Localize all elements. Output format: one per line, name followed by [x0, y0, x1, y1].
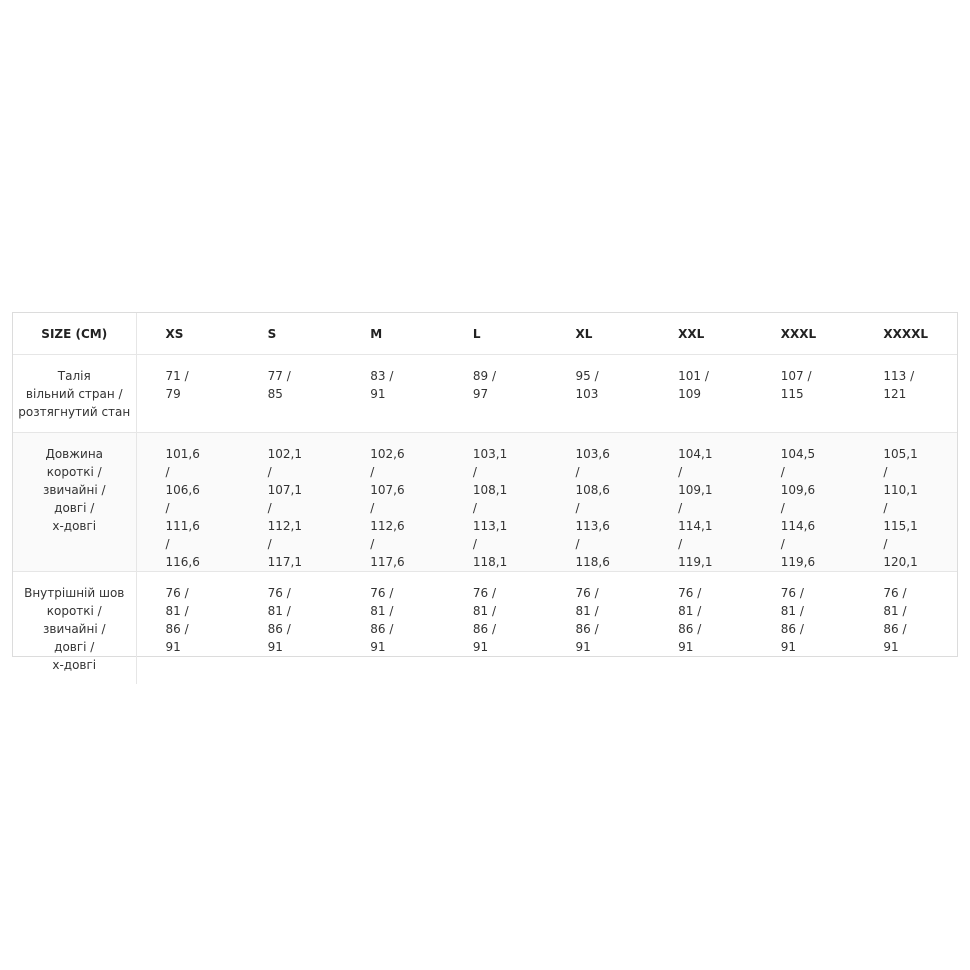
- length-cell-l: 103,1 / 108,1 / 113,1 / 118,1: [472, 447, 508, 569]
- size-header-xl: XL: [547, 313, 650, 355]
- size-chart-table: [13, 313, 957, 684]
- length-cell-xxxl: 104,5 / 109,6 / 114,6 / 119,6: [780, 447, 816, 569]
- waist-cell-s: 77 / 85: [267, 369, 291, 401]
- size-header-xxxl: XXXL: [752, 313, 855, 355]
- size-header-m: M: [341, 313, 444, 355]
- inseam-cell-xxxl: 76 / 81 / 86 / 91: [780, 586, 804, 654]
- length-cell-xs: 101,6 / 106,6 / 111,6 / 116,6: [165, 447, 200, 569]
- length-row: [13, 433, 957, 572]
- inseam-cell-m: 76 / 81 / 86 / 91: [370, 586, 394, 654]
- length-cell-m: 102,6 / 107,6 / 112,6 / 117,6: [370, 447, 405, 569]
- size-header-row: [13, 313, 957, 355]
- waist-cell-xs: 71 / 79: [165, 369, 189, 401]
- length-row-label: Довжина короткі / звичайні / довгі / х-довгі: [13, 433, 136, 572]
- inseam-cell-xs: 76 / 81 / 86 / 91: [165, 586, 189, 654]
- length-cell-xxxxl: 105,1 / 110,1 / 115,1 / 120,1: [883, 447, 918, 569]
- size-chart-container: [12, 312, 958, 672]
- inseam-row-label: Внутрішній шов короткі / звичайні / довгі / х-довгі: [13, 572, 136, 684]
- size-header-s: S: [239, 313, 342, 355]
- waist-row: [13, 355, 957, 433]
- waist-cell-m: 83 / 91: [370, 369, 394, 401]
- waist-cell-xxl: 101 / 109: [678, 369, 709, 401]
- waist-cell-xxxl: 107 / 115: [780, 369, 812, 401]
- waist-row-label: Талія вільний стран / розтягнутий стан: [13, 355, 136, 433]
- inseam-cell-l: 76 / 81 / 86 / 91: [472, 586, 497, 654]
- inseam-cell-s: 76 / 81 / 86 / 91: [267, 586, 291, 654]
- waist-cell-xl: 95 / 103: [575, 369, 599, 401]
- length-cell-xxl: 104,1 / 109,1 / 114,1 / 119,1: [678, 447, 713, 569]
- size-header-xs: XS: [136, 313, 239, 355]
- inseam-row: [13, 572, 957, 684]
- size-header-l: L: [444, 313, 547, 355]
- size-header-xxxxl: XXXXL: [854, 313, 957, 355]
- size-unit-header: SIZE (CM): [13, 313, 136, 355]
- inseam-cell-xxl: 76 / 81 / 86 / 91: [678, 586, 702, 654]
- waist-cell-xxxxl: 113 / 121: [883, 369, 915, 401]
- length-cell-s: 102,1 / 107,1 / 112,1 / 117,1: [267, 447, 302, 569]
- size-header-xxl: XXL: [649, 313, 752, 355]
- inseam-cell-xxxxl: 76 / 81 / 86 / 91: [883, 586, 907, 654]
- waist-cell-l: 89 / 97: [472, 369, 497, 401]
- length-cell-xl: 103,6 / 108,6 / 113,6 / 118,6: [575, 447, 610, 569]
- inseam-cell-xl: 76 / 81 / 86 / 91: [575, 586, 599, 654]
